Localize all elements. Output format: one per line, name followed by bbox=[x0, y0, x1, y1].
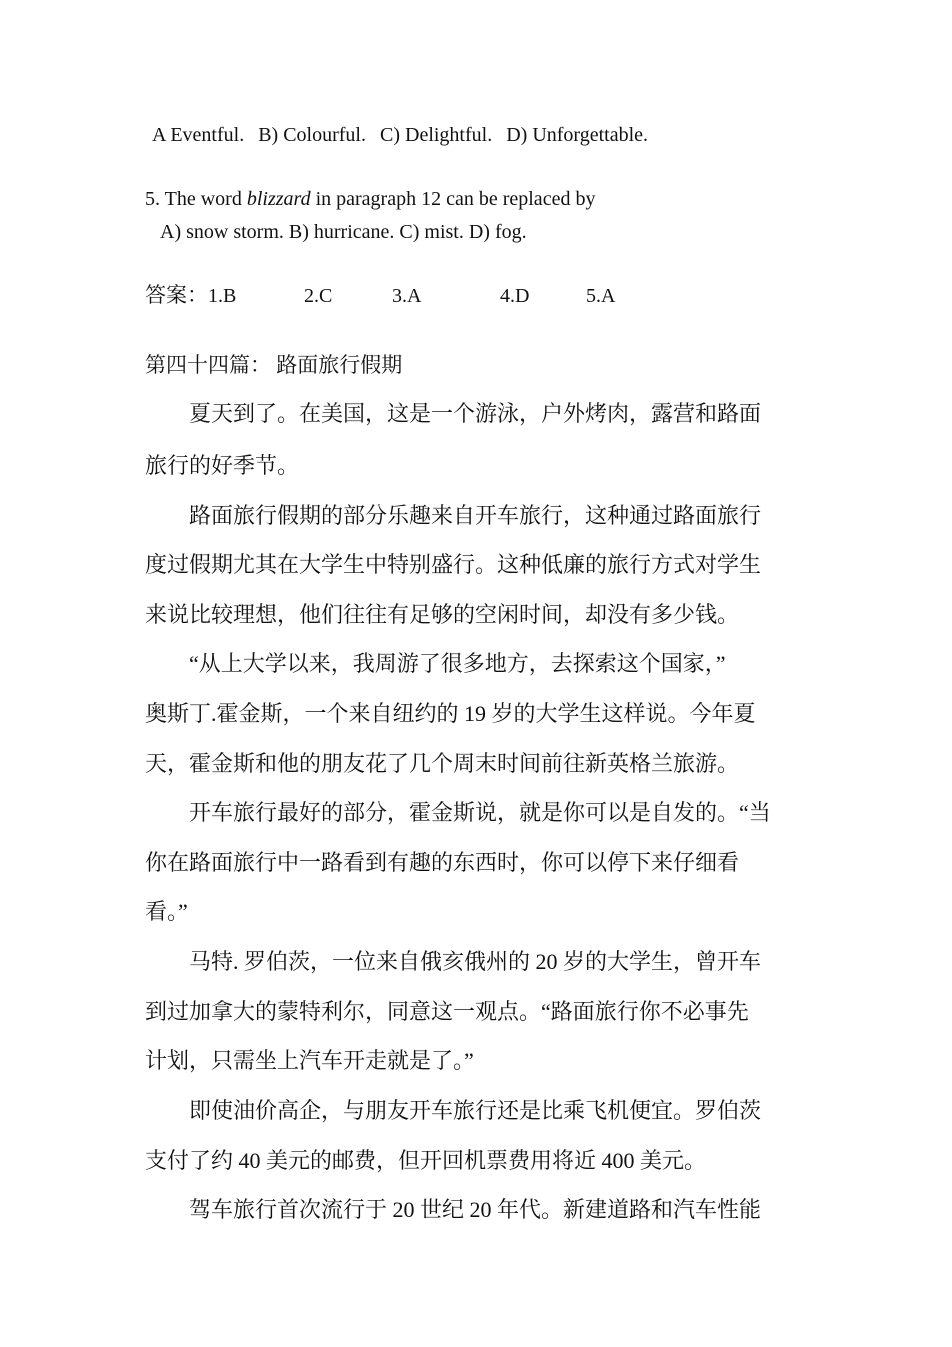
question-5-keyword: blizzard bbox=[246, 188, 311, 210]
article-line: 度过假期尤其在大学生中特别盛行。这种低廉的旅行方式对学生 bbox=[145, 552, 762, 577]
option-b: B) Colourful. bbox=[258, 124, 366, 146]
article-line: 支付了约 40 美元的邮费，但开回机票费用将近 400 美元。 bbox=[145, 1148, 707, 1173]
answer-1: 1.B bbox=[208, 285, 237, 307]
answer-3: 3.A bbox=[392, 285, 422, 307]
article-line: 即使油价高企，与朋友开车旅行还是比乘飞机便宜。罗伯茨 bbox=[145, 1098, 762, 1123]
answer-4: 4.D bbox=[500, 285, 530, 307]
article-line: “从上大学以来，我周游了很多地方，去探索这个国家，” bbox=[145, 651, 726, 676]
option-a: A Eventful. bbox=[152, 124, 245, 146]
question-5-options: A) snow storm. B) hurricane. C) mist. D) fog. bbox=[160, 221, 527, 243]
option-c: C) Delightful. bbox=[380, 124, 493, 146]
answer-label: 答案： bbox=[145, 283, 208, 307]
article-line: 看。” bbox=[145, 899, 188, 924]
article-line: 路面旅行假期的部分乐趣来自开车旅行，这种通过路面旅行 bbox=[145, 503, 762, 528]
article-line: 天，霍金斯和他的朋友花了几个周末时间前往新英格兰旅游。 bbox=[145, 751, 740, 776]
article-line: 马特. 罗伯茨，一位来自俄亥俄州的 20 岁的大学生，曾开车 bbox=[145, 949, 762, 974]
article-line: 到过加拿大的蒙特利尔，同意这一观点。“路面旅行你不必事先 bbox=[145, 999, 749, 1024]
article-line: 旅行的好季节。 bbox=[145, 453, 300, 478]
answer-2: 2.C bbox=[304, 285, 333, 307]
question-4-options bbox=[152, 122, 648, 148]
article-line: 开车旅行最好的部分，霍金斯说，就是你可以是自发的。“当 bbox=[145, 800, 771, 825]
article-line: 来说比较理想，他们往往有足够的空闲时间，却没有多少钱。 bbox=[145, 602, 740, 627]
option-d: D) Unforgettable. bbox=[506, 124, 649, 146]
article-line: 驾车旅行首次流行于 20 世纪 20 年代。新建道路和汽车性能 bbox=[145, 1197, 762, 1222]
article-line: 夏天到了。在美国，这是一个游泳，户外烤肉，露营和路面 bbox=[145, 401, 762, 426]
article-line: 奥斯丁.霍金斯，一个来自纽约的 19 岁的大学生这样说。今年夏 bbox=[145, 701, 756, 726]
question-5-prefix: 5. The word bbox=[145, 188, 247, 210]
question-5-stem bbox=[145, 186, 595, 212]
article-line: 你在路面旅行中一路看到有趣的东西时，你可以停下来仔细看 bbox=[145, 850, 740, 875]
question-5-suffix: in paragraph 12 can be replaced by bbox=[310, 188, 596, 210]
answer-5: 5.A bbox=[586, 285, 616, 307]
answer-key bbox=[145, 282, 615, 309]
article-line: 计划，只需坐上汽车开走就是了。” bbox=[145, 1048, 474, 1073]
article-title: 第四十四篇： 路面旅行假期 bbox=[145, 353, 403, 377]
